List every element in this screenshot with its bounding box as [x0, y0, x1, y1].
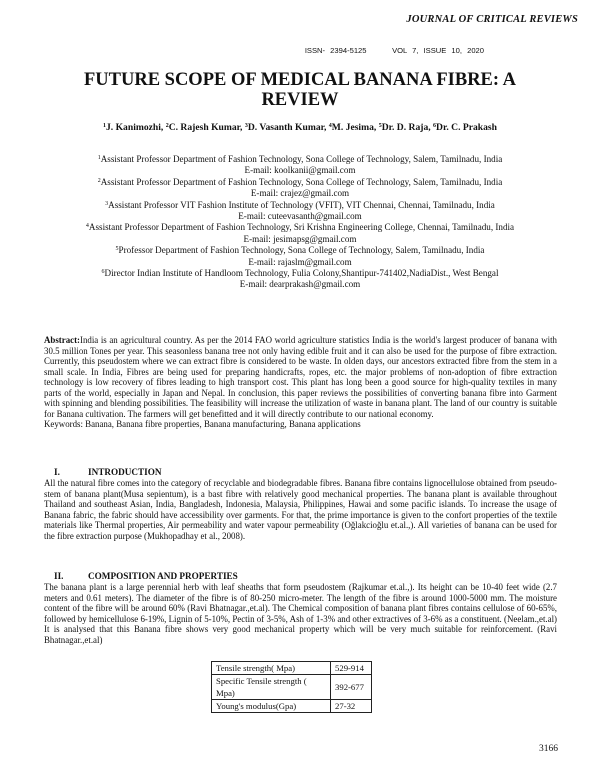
table-cell: 392-677: [331, 675, 372, 700]
author-list: [40, 122, 560, 133]
affiliation: $^3$Assistant Professor VIT Fashion Institute of Technology (VFIT), VIT Chennai, Chennai, Tamilnadu, India: [105, 199, 495, 210]
table-cell: Tensile strength( Mpa): [212, 662, 331, 675]
author: $^3$D. Vasanth Kumar,: [244, 122, 329, 133]
author: $^4$M. Jesima,: [328, 122, 379, 133]
section-title: INTRODUCTION: [88, 467, 162, 477]
affiliation-email: E-mail: cuteevasanth@gmail.com: [238, 211, 362, 222]
table-cell: Young's modulus(Gpa): [212, 700, 331, 713]
author: $^5$Dr. D. Raja,: [378, 122, 434, 133]
section-title: COMPOSITION AND PROPERTIES: [88, 571, 238, 581]
page-number: 3166: [539, 744, 558, 754]
table-cell: 529-914: [331, 662, 372, 675]
abstract: [44, 335, 557, 430]
author: $^2$C. Rajesh Kumar,: [165, 122, 245, 133]
affiliation-email: E-mail: jesimapsg@gmail.com: [243, 233, 357, 244]
table-row: [212, 675, 372, 700]
paper-title: FUTURE SCOPE OF MEDICAL BANANA FIBRE: A REVIEW: [83, 70, 517, 110]
table-row: [212, 662, 372, 675]
affiliation: $^4$Assistant Professor Department of Fashion Technology, Sri Krishna Engineering College, Chennai, Tamilnadu, India: [85, 222, 515, 233]
section-number: II.: [54, 571, 64, 581]
affiliation: $^1$Assistant Professor Department of Fashion Technology, Sona College of Technology, Salem, Tamilnadu, India: [97, 154, 503, 164]
author: $^6$Dr. C. Prakash: [433, 122, 497, 133]
volume-issue: VOL 7, ISSUE 10, 2020: [392, 46, 484, 55]
table-row: [212, 700, 372, 713]
abstract-text: India is an agricultural country. As per the 2014 FAO world agriculture statistics India is the world's largest producer of banana with 30.5 million Tones per year. This seasonless banana tree not only having edible fruit and it can also be used for the purpose of fibre extraction. Currently, this pseudostem where we can extract fibre is considered to be waste. In olden days, our ancestors extracted fibre from the stem in a small scale. In India, Fibres are being used for preparing handicrafts, ropes, etc. the major problems of non-adoption of fibre extraction technology is low recovery of fibres leading to high transport cost. This plant has long been a good source for high-quality textiles in many parts of the world, especially in Japan and Nepal. In conclusion, this paper reviews the possibilities of converting banana fibre into Garment with spinning and blending possibilities. The feasibility will increase the utilization of waste in banana plant. The land of our country is suitable for Banana cultivation. The farmers will get benefitted and it will directly contribute to our national economy.: [44, 335, 557, 419]
abstract-label: Abstract:: [44, 335, 80, 345]
affiliation-email: E-mail: dearprakash@gmail.com: [239, 279, 361, 290]
author: $^1$J. Kanimozhi,: [103, 122, 166, 133]
affiliation-email: E-mail: crajez@gmail.com: [250, 188, 350, 199]
affiliation: $^6$Director Indian Institute of Handloom Technology, Fulia Colony,Shantipur-741402,NadiaDist., West Bengal: [101, 268, 499, 279]
affiliation-email: E-mail: koolkanii@gmail.com: [244, 165, 356, 176]
section-heading: [44, 571, 557, 581]
section-number: I.: [54, 467, 60, 477]
section-body: All the natural fibre comes into the category of recyclable and biodegradable fibres. Banana fibre contains lignocellulose obtained from pseudo-stem of banana plant(Musa sepientum), is a bast fibre with relatively good mechanical properties. The banana plant is available throughout Thailand and southeast Asian, India, Bangladesh, Indonesia, Malaysia, Philippines, Hawai and some pacific islands. To increase the usage of Banana fabric, the fabric should have accessibility over garments. For that, the prime importance is given to the confort properties of the textile materials like Thermal properties, Air permeability and water vapour permeability (Oğlakcioğlu et.al.,). All varieties of banana can be used for the fibre extraction purpose (Mukhopadhay et al., 2008).: [44, 478, 557, 541]
issn: ISSN- 2394-5125: [304, 46, 367, 55]
abstract-paragraph: [44, 335, 557, 419]
affiliation: $^5$Professor Department of Fashion Technology, Sona College of Technology, Salem, Tamilnadu, India: [115, 245, 485, 256]
issn-volume-line: [0, 46, 484, 55]
section-body: The banana plant is a large perennial herb with leaf sheaths that form pseudostem (Rajkumar et.al.,). Its height can be 10-40 feet wide (2.7 meters and 0.61 meters). The diameter of the fibre is of 80-250 micro-meter. The length of the fibre is around 1000-5000 mm. The moisture content of the fibre will be around 60% (Ravi Bhatnagar.,et.al). The Chemical composition of banana plant fibres contains cellulose of 60-65%, followed by hemicellulose 6-19%, Lignin of 5-10%, Pectin of 3-5%, Ash of 1-3% and other extractives of 3-6% as a constituent. (Neelam.,et.al) It is analysed that this Banana fibre shows very good mechanical property which will be very much suitable for reinforcement. (Ravi Bhatnagar.,et.al): [44, 582, 557, 645]
properties-table: [211, 661, 372, 713]
affiliation-list: [60, 154, 540, 291]
section-heading: [44, 467, 557, 477]
affiliation: $^2$Assistant Professor Department of Fashion Technology, Sona College of Technology, Salem, Tamilnadu, India: [97, 176, 503, 187]
affiliation-email: E-mail: rajaslm@gmail.com: [248, 256, 352, 267]
keywords: Keywords: Banana, Banana fibre properties, Banana manufacturing, Banana applications: [44, 419, 361, 429]
table-cell: Specific Tensile strength ( Mpa): [212, 675, 331, 700]
journal-name: JOURNAL OF CRITICAL REVIEWS: [406, 14, 578, 25]
table-cell: 27-32: [331, 700, 372, 713]
